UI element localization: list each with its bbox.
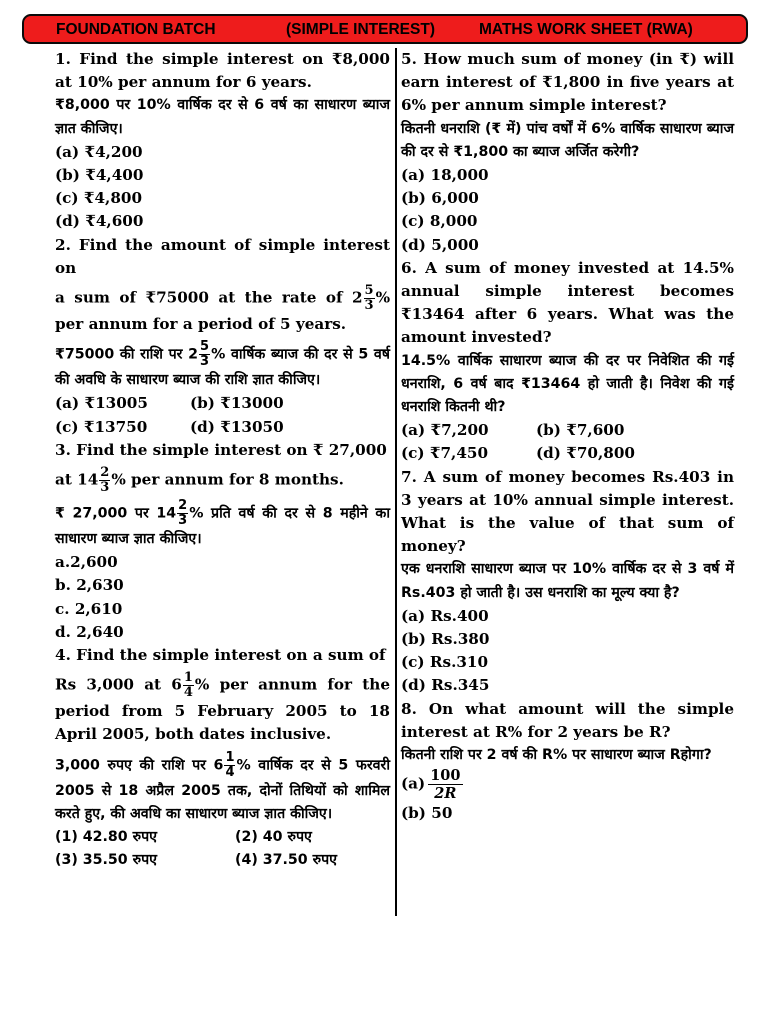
question-4-hindi: 3,000 रुपए की राशि पर 6 $\frac{1}{4}$ % वार्षिक दर से 5 फरवरी 2005 से 18 अप्रैल 2005 तक, दोनों तिथियों को शामिल करते हुए, की अवधि का साधारण ब्याज ज्ञात कीजिए। <box>55 749 390 822</box>
question-5-option-d: (d) 5,000 <box>401 235 479 254</box>
question-5-option-b: (b) 6,000 <box>401 189 479 208</box>
question-3 <box>55 439 390 644</box>
question-1-option-c: (c) ₹4,800 <box>55 189 143 208</box>
topic-title: (SIMPLE INTEREST) <box>286 21 435 38</box>
question-4-hindi-fraction: $\frac{1}{4}$ <box>225 749 235 780</box>
question-4-option-1: (1) 42.80 रुपए <box>55 829 157 846</box>
question-5-hindi: कितनी धनराशि (₹ में) पांच वर्षों में 6% वार्षिक साधारण ब्याज की दर से ₹1,800 का ब्याज अर्जित करेगी? <box>401 120 734 160</box>
question-5-option-c: (c) 8,000 <box>401 212 478 231</box>
question-7-option-d: (d) Rs.345 <box>401 676 490 695</box>
question-1-hindi: ₹8,000 पर 10% वार्षिक दर से 6 वर्ष का साधारण ब्याज ज्ञात कीजिए। <box>55 97 390 137</box>
question-2-option-c: (c) ₹13750 <box>55 417 148 436</box>
question-2-option-b: (b) ₹13000 <box>190 394 284 413</box>
question-3-english-line1: 3. Find the simple interest on ₹ 27,000 <box>55 440 387 459</box>
question-1-english: 1. Find the simple interest on ₹8,000 at 10% per annum for 6 years. <box>55 50 390 92</box>
question-4-english: Rs 3,000 at 6 $\frac{1}{4}$ % per annum for the period from 5 February 2005 to 18 April 2005, both dates inclusive. <box>55 670 391 744</box>
question-2-option-d: (d) ₹13050 <box>190 417 284 436</box>
question-5-option-a: (a) 18,000 <box>401 166 489 185</box>
question-3-english: at 14 $\frac{2}{3}$ % per annum for 8 months. <box>55 465 344 496</box>
question-6-options-row-2 <box>401 442 734 465</box>
question-4-option-4: (4) 37.50 रुपए <box>235 852 337 869</box>
question-6-option-a: (a) ₹7,200 <box>401 421 489 440</box>
question-1-option-a: (a) ₹4,200 <box>55 142 143 161</box>
question-4-options-row-1 <box>55 826 390 849</box>
question-2-rate-fraction: $\frac{5}{3}$ <box>364 283 374 314</box>
question-4-rate-fraction: $\frac{1}{4}$ <box>183 670 193 701</box>
question-7-option-c: (c) Rs.310 <box>401 653 489 672</box>
question-5 <box>401 48 734 257</box>
question-6-hindi: 14.5% वार्षिक साधारण ब्याज की दर पर निवेशित की गई धनराशि, 6 वर्ष बाद ₹13464 हो जाती है। निवेश की गई धनराशि कितनी थी? <box>401 352 734 416</box>
question-2 <box>55 234 390 439</box>
question-1-option-d: (d) ₹4,600 <box>55 212 144 231</box>
question-7-option-a: (a) Rs.400 <box>401 606 489 625</box>
question-7 <box>401 466 734 698</box>
question-7-english: 7. A sum of money becomes Rs.403 in 3 years at 10% annual simple interest. What is the value of that sum of money? <box>401 467 734 556</box>
question-8-hindi: कितनी राशि पर 2 वर्ष की R% पर साधारण ब्याज Rहोगा? <box>401 747 712 764</box>
question-2-option-a: (a) ₹13005 <box>55 394 148 413</box>
question-2-english-line1: 2. Find the amount of simple interest on <box>55 235 390 277</box>
column-divider <box>395 48 397 916</box>
question-4-option-3: (3) 35.50 रुपए <box>55 852 157 869</box>
question-8-option-a-fraction: $\frac{100}{2R}$ <box>430 767 461 803</box>
question-3-option-c: c. 2,610 <box>55 599 123 618</box>
question-3-rate-fraction: $\frac{2}{3}$ <box>100 465 110 496</box>
question-4-english-line1: 4. Find the simple interest on a sum of <box>55 646 386 665</box>
question-1-option-b: (b) ₹4,400 <box>55 166 144 185</box>
question-3-option-a: a.2,600 <box>55 553 118 572</box>
question-4 <box>55 644 390 872</box>
question-2-hindi-fraction: $\frac{5}{3}$ <box>200 339 210 370</box>
left-column <box>55 48 390 872</box>
question-3-option-b: b. 2,630 <box>55 576 124 595</box>
question-2-english: a sum of ₹75000 at the rate of 2 $\frac{5}{3}$ % per annum for a period of 5 years. <box>55 283 390 334</box>
question-8-option-b: (b) 50 <box>401 804 453 823</box>
question-2-hindi: ₹75000 की राशि पर 2 $\frac{5}{3}$ % वार्षिक ब्याज की दर से 5 वर्ष की अवधि के साधारण ब्याज की राशि ज्ञात कीजिए। <box>55 339 391 389</box>
question-5-english: 5. How much sum of money (in ₹) will earn interest of ₹1,800 in five years at 6% per annum simple interest? <box>401 50 734 115</box>
batch-title: FOUNDATION BATCH <box>56 21 216 38</box>
sheet-title: MATHS WORK SHEET (RWA) <box>479 21 693 38</box>
question-2-options-row-1 <box>55 392 390 415</box>
question-7-option-b: (b) Rs.380 <box>401 630 490 649</box>
question-6-option-c: (c) ₹7,450 <box>401 444 489 463</box>
question-1 <box>55 48 390 234</box>
question-3-hindi-fraction: $\frac{2}{3}$ <box>178 498 188 529</box>
question-4-options-row-2 <box>55 849 390 872</box>
question-6-option-d: (d) ₹70,800 <box>536 444 635 463</box>
question-6-options-row-1 <box>401 419 734 442</box>
question-8-english: 8. On what amount will the simple interest at R% for 2 years be R? <box>401 699 734 741</box>
worksheet-header-banner <box>22 14 748 44</box>
question-8-option-a: (a) $\frac{100}{2R}$ <box>401 767 461 803</box>
question-6-option-b: (b) ₹7,600 <box>536 421 625 440</box>
question-7-hindi: एक धनराशि साधारण ब्याज पर 10% वार्षिक दर से 3 वर्ष में Rs.403 हो जाती है। उस धनराशि का मूल्य क्या है? <box>401 561 734 601</box>
question-6 <box>401 257 734 466</box>
question-2-options-row-2 <box>55 416 390 439</box>
question-3-hindi: ₹ 27,000 पर 14 $\frac{2}{3}$ % प्रति वर्ष की दर से 8 महीने का साधारण ब्याज ज्ञात कीजिए। <box>55 498 390 548</box>
right-column <box>401 48 734 826</box>
question-8 <box>401 698 734 826</box>
question-4-option-2: (2) 40 रुपए <box>235 829 312 846</box>
question-3-option-d: d. 2,640 <box>55 622 124 641</box>
question-6-english: 6. A sum of money invested at 14.5% annual simple interest becomes ₹13464 after 6 years. What was the amount invested? <box>401 258 734 347</box>
